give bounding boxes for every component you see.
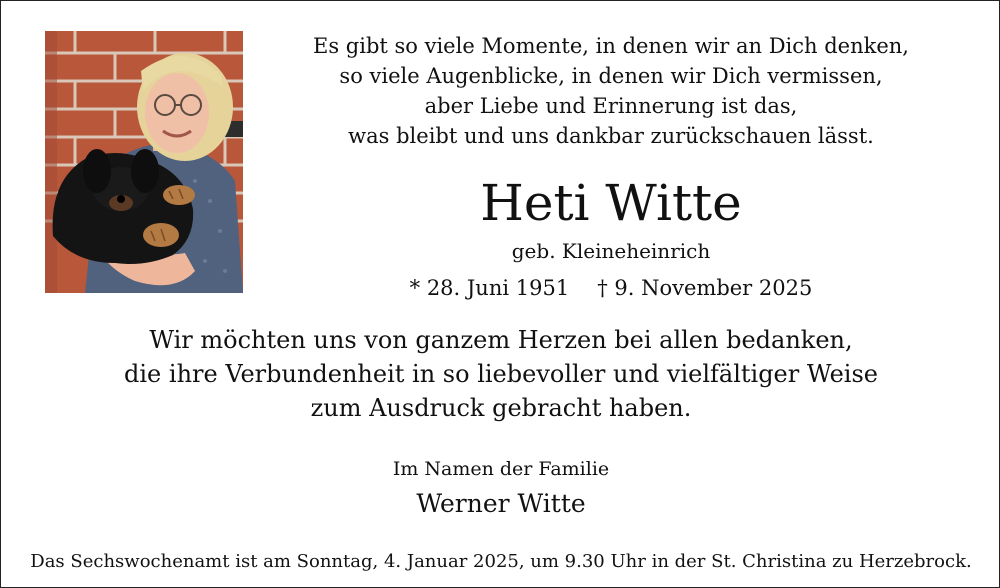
service-notice: Das Sechswochenamt ist am Sonntag, 4. Januar 2025, um 9.30 Uhr in der St. Christina zu Herzebrock. bbox=[30, 551, 972, 572]
thanks-line: Wir möchten uns von ganzem Herzen bei allen bedanken, bbox=[149, 326, 853, 354]
family-signature: Werner Witte bbox=[416, 489, 586, 518]
portrait-photo bbox=[45, 31, 243, 293]
poem-line: was bleibt und uns dankbar zurückschauen lässt. bbox=[348, 124, 874, 148]
poem-line: Es gibt so viele Momente, in denen wir an Dich denken, bbox=[313, 34, 909, 58]
death-date: † 9. November 2025 bbox=[597, 276, 813, 300]
thanks-message bbox=[1, 323, 1000, 425]
birth-name: geb. Kleineheinrich bbox=[511, 239, 711, 263]
birth-date: * 28. Juni 1951 bbox=[409, 276, 570, 300]
portrait-photo-icon bbox=[45, 31, 243, 293]
life-dates bbox=[251, 273, 971, 303]
thanks-line: zum Ausdruck gebracht haben. bbox=[310, 394, 692, 422]
poem-line: aber Liebe und Erinnerung ist das, bbox=[424, 94, 798, 118]
deceased-name: Heti Witte bbox=[480, 174, 742, 232]
poem-line: so viele Augenblicke, in denen wir Dich vermissen, bbox=[339, 64, 883, 88]
family-intro: Im Namen der Familie bbox=[392, 458, 610, 480]
memorial-poem bbox=[251, 31, 971, 151]
thanks-line: die ihre Verbundenheit in so liebevoller und vielfältiger Weise bbox=[124, 360, 878, 388]
